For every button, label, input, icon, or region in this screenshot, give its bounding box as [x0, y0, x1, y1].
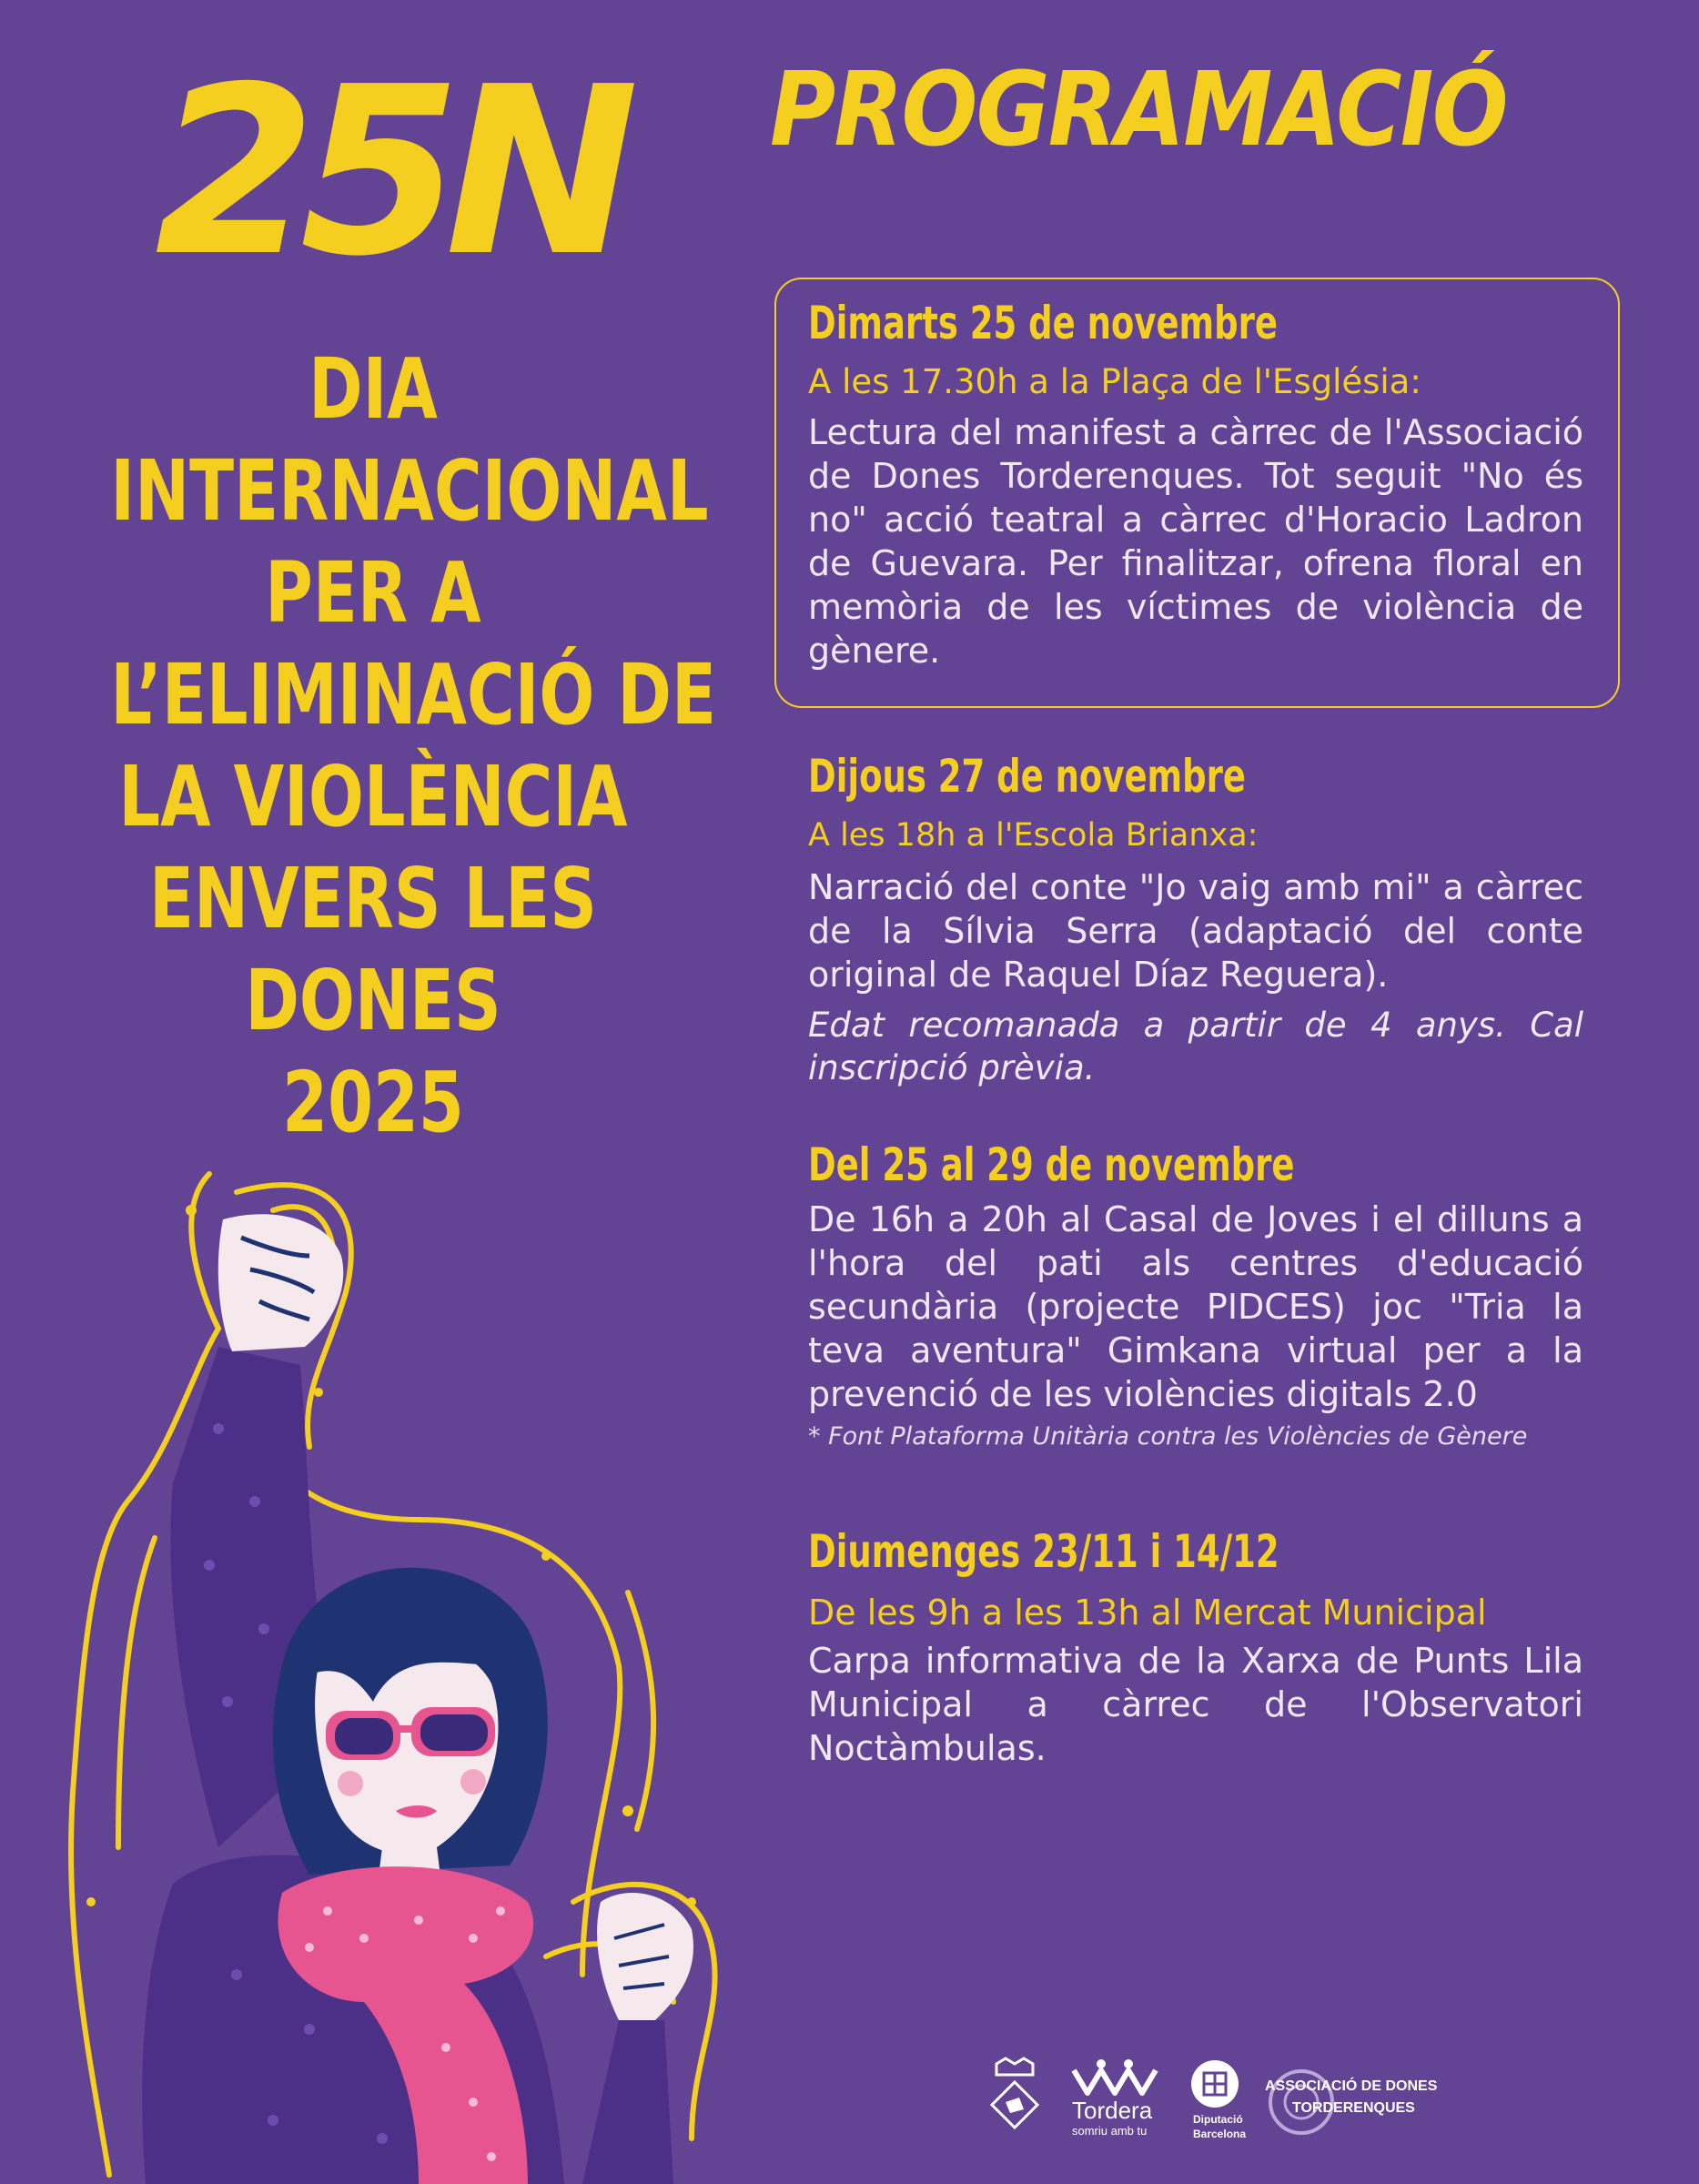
tordera-tagline: somriu amb tu: [1072, 2124, 1148, 2138]
event-description: Carpa informativa de la Xarxa de Punts Lila Municipal a càrrec de l'Observatori Noctàmbulas.: [808, 1641, 1583, 1768]
event-day: Dimarts 25 de novembre: [808, 297, 1278, 349]
diputacio-line-2: Barcelona: [1193, 2128, 1247, 2140]
event-description: Narració del conte "Jo vaig amb mi" a càrrec de la Sílvia Serra (adaptació del conte original de Raquel Díaz Reguera).: [808, 867, 1583, 995]
associacio-logo: [1265, 2057, 1438, 2148]
left-title-line: INTERNACIONAL: [110, 442, 709, 540]
tordera-logo: [1065, 2057, 1165, 2148]
event-tag-25n: 25N: [155, 37, 623, 308]
event-2: [808, 749, 1583, 1089]
associacio-line-2: TORDERENQUES: [1292, 2100, 1415, 2116]
left-title: [110, 339, 716, 1154]
left-title-line: PER A: [265, 544, 481, 642]
event-location: A les 17.30h a la Plaça de l'Església:: [808, 362, 1421, 401]
diputacio-line-1: Diputació: [1193, 2113, 1243, 2126]
event-3: [808, 1138, 1583, 1451]
event-day: Dijous 27 de novembre: [808, 750, 1246, 803]
left-title-line: LA VIOLÈNCIA: [118, 748, 628, 845]
left-title-line: ENVERS LES: [149, 850, 597, 947]
left-title-line: DONES: [245, 952, 501, 1049]
program-title: PROGRAMACIÓ: [770, 51, 1507, 169]
event-day: Diumenges 23/11 i 14/12: [808, 1525, 1279, 1578]
event-day: Del 25 al 29 de novembre: [808, 1138, 1295, 1191]
sponsor-logos: [983, 2057, 1620, 2148]
left-title-line: 2025: [282, 1054, 464, 1151]
event-1: [808, 296, 1583, 672]
diputacio-logo: [1178, 2057, 1251, 2148]
coat-of-arms-icon: [983, 2057, 1047, 2148]
event-description: Lectura del manifest a càrrec de l'Associació de Dones Torderenques. Tot seguit "No és no" acció teatral a càrrec d'Horacio Ladron de Guevara. Per finalitzar, ofrena floral en memòria de les víctimes de violència de gènere.: [808, 412, 1583, 671]
associacio-line-1: ASSOCIACIÓ DE DONES: [1265, 2078, 1438, 2094]
left-title-line: L’ELIMINACIÓ DE: [110, 646, 716, 743]
event-note: Edat recomanada a partir de 4 anys. Cal inscripció prèvia.: [808, 1006, 1583, 1087]
event-4: [808, 1524, 1583, 1770]
left-title-line: DIA: [308, 340, 438, 438]
event-location: De les 9h a les 13h al Mercat Municipal: [808, 1592, 1487, 1633]
tordera-name: Tordera: [1072, 2097, 1153, 2124]
event-description: De 16h a 20h al Casal de Joves i el dilluns a l'hora del pati als centres d'educació secundària (projecte PIDCES) joc "Tria la teva aventura" Gimkana virtual per a la prevenció de les violències digitals 2.0: [808, 1199, 1583, 1414]
raised-fist-woman-illustration: [36, 1156, 783, 2184]
event-footnote: * Font Plataforma Unitària contra les Violències de Gènere: [808, 1422, 1528, 1451]
event-location: A les 18h a l'Escola Brianxa:: [808, 817, 1259, 854]
diputacio-emblem-icon: [1178, 2057, 1251, 2111]
tordera-people-icon: [1065, 2057, 1165, 2102]
